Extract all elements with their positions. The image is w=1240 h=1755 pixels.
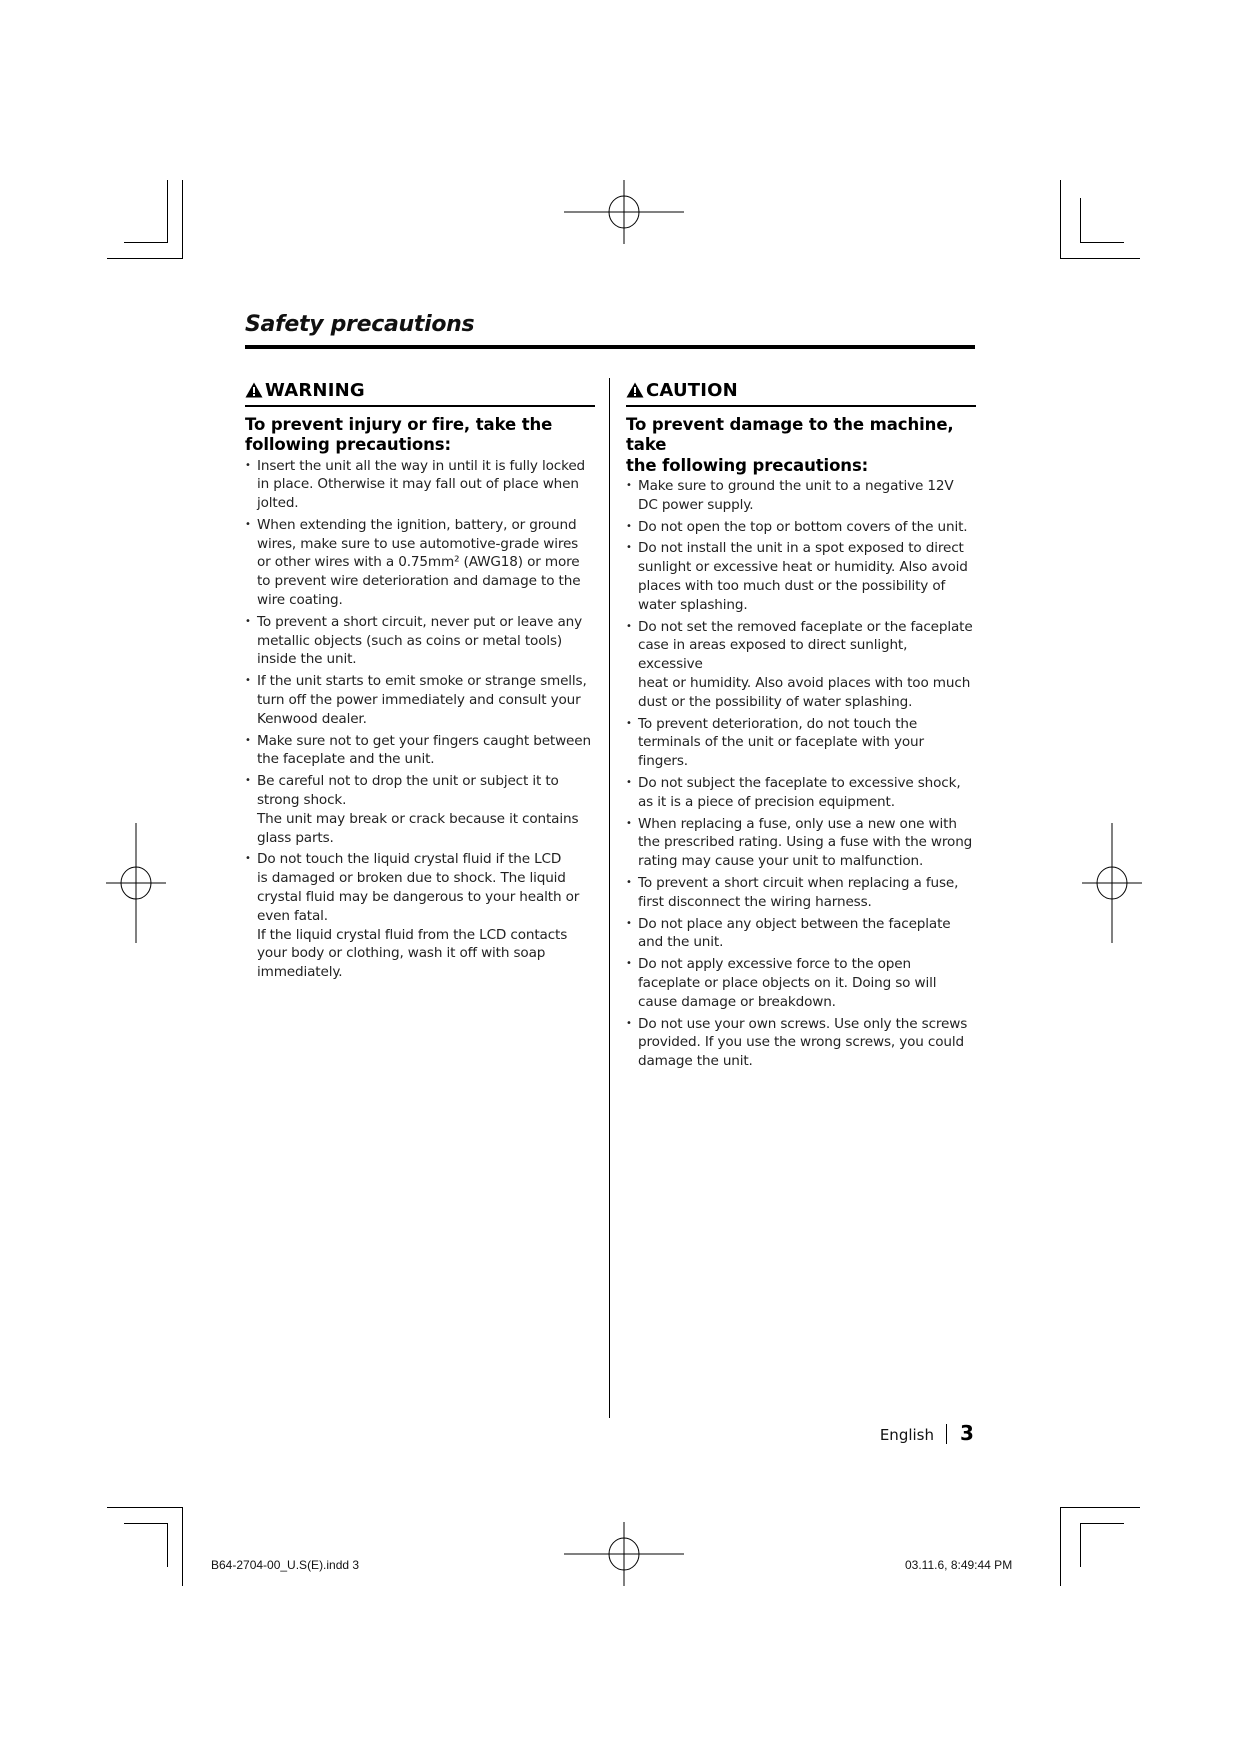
crop-mark [1060,258,1140,259]
registration-mark-icon [564,1522,684,1586]
list-item: • Do not install the unit in a spot exposed to direct sunlight or excessive heat or humidity. Also avoid places with too much dust or the possibility of water splashing. [626,539,976,614]
crop-mark [1060,1507,1061,1586]
list-item: • When replacing a fuse, only use a new one with the prescribed rating. Using a fuse with the wrong rating may cause your unit to malfunction. [626,815,976,871]
warning-list [245,457,595,983]
list-item: • Make sure not to get your fingers caught between the faceplate and the unit. [245,732,595,770]
list-item: • To prevent a short circuit, never put or leave any metallic objects (such as coins or metal tools) inside the unit. [245,613,595,669]
list-item: • Insert the unit all the way in until it is fully locked in place. Otherwise it may fall out of place when jolted. [245,457,595,513]
slug-timestamp: 03.11.6, 8:49:44 PM [905,1558,1013,1572]
crop-mark [1080,1523,1124,1524]
caution-section [626,378,976,1074]
crop-mark [107,258,182,259]
caution-rule [626,405,976,407]
column-divider [609,378,610,1418]
list-item: • Do not open the top or bottom covers of the unit. [626,518,976,537]
crop-mark [182,1507,183,1586]
registration-mark-icon [1082,823,1142,943]
crop-mark [1080,1523,1081,1567]
warning-section [245,378,595,985]
caution-label: CAUTION [646,379,738,401]
list-item: • Do not use your own screws. Use only the screws provided. If you use the wrong screws, you could damage the unit. [626,1015,976,1071]
crop-mark [107,1507,182,1508]
crop-mark [124,1523,168,1524]
page-title: Safety precautions [245,312,475,337]
slug-filename: B64-2704-00_U.S(E).indd 3 [211,1558,360,1572]
crop-mark [182,180,183,259]
warning-subheading: To prevent injury or fire, take the following precautions: [245,414,553,454]
list-item: • To prevent a short circuit when replacing a fuse, first disconnect the wiring harness. [626,874,976,912]
list-item: • When extending the ignition, battery, or ground wires, make sure to use automotive-grade wires or other wires with a 0.75mm² (AWG18) or more to prevent wire deterioration and damage to the wire coating. [245,516,595,610]
caution-subheading: To prevent damage to the machine, take the following precautions: [626,414,954,475]
registration-mark-icon [564,180,684,244]
warning-rule [245,405,595,407]
crop-mark [167,180,168,243]
caution-list [626,477,976,1071]
warning-triangle-icon [626,382,644,398]
registration-mark-icon [106,823,166,943]
list-item: • Be careful not to drop the unit or subject it to strong shock. The unit may break or crack because it contains glass parts. [245,772,595,847]
warning-triangle-icon [245,382,263,398]
footer-language: English [879,1426,934,1444]
list-item: • To prevent deterioration, do not touch the terminals of the unit or faceplate with your fingers. [626,715,976,771]
page-number: 3 [960,1421,974,1445]
footer-separator [946,1424,947,1444]
list-item: • Do not apply excessive force to the open faceplate or place objects on it. Doing so will cause damage or breakdown. [626,955,976,1011]
list-item: • Do not place any object between the faceplate and the unit. [626,915,976,953]
caution-heading [626,378,976,402]
crop-mark [1080,198,1081,243]
list-item: • Do not set the removed faceplate or the faceplate case in areas exposed to direct sunlight, excessive heat or humidity. Also avoid places with too much dust or the possibility of water splashing. [626,618,976,712]
list-item: • Do not subject the faceplate to excessive shock, as it is a piece of precision equipment. [626,774,976,812]
crop-mark [1060,180,1061,259]
warning-label: WARNING [265,379,365,401]
crop-mark [1080,242,1124,243]
title-rule [245,345,975,349]
list-item: • Make sure to ground the unit to a negative 12V DC power supply. [626,477,976,515]
crop-mark [1060,1507,1140,1508]
crop-mark [167,1523,168,1567]
list-item: • Do not touch the liquid crystal fluid if the LCD is damaged or broken due to shock. The liquid crystal fluid may be dangerous to your health or even fatal. If the liquid crystal fluid from the LCD contacts your body or clothing, wash it off with soap immediately. [245,850,595,982]
list-item: • If the unit starts to emit smoke or strange smells, turn off the power immediately and consult your Kenwood dealer. [245,672,595,728]
warning-heading [245,378,595,402]
crop-mark [124,242,168,243]
